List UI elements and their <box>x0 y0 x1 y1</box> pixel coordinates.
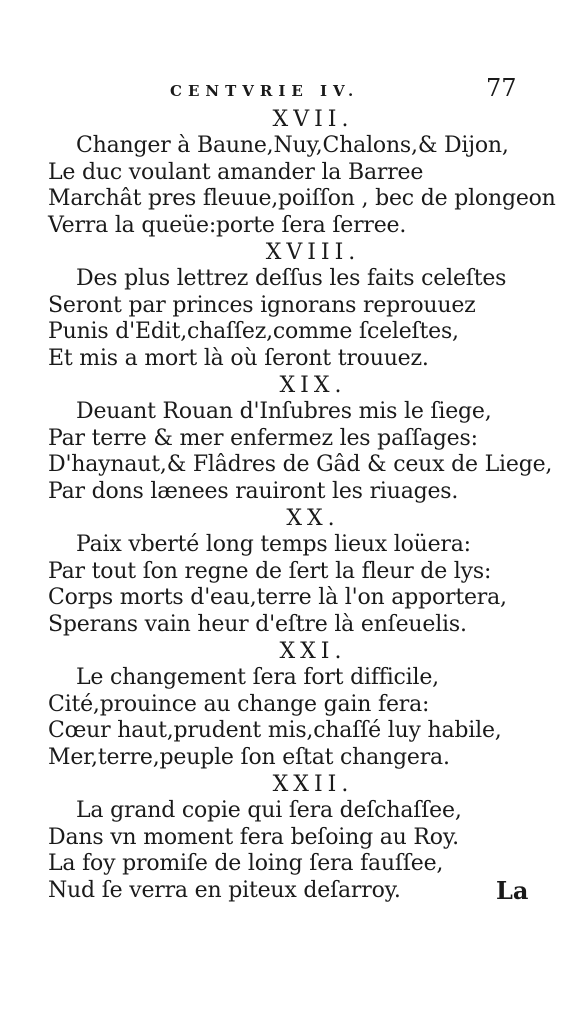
page-number: 77 <box>486 74 517 102</box>
verse-line: Par dons lænees rauiront les riuages. <box>48 478 459 504</box>
verse-line: Par terre & mer enfermez les paſſages: <box>48 425 478 451</box>
quatrain-20 <box>48 505 538 638</box>
quatrain-21 <box>48 638 538 771</box>
quatrain-numeral: XVII. <box>272 107 354 132</box>
quatrain-numeral: XXI. <box>279 639 347 664</box>
verse-line: La grand copie qui ſera deſchaſſee, <box>76 798 462 823</box>
verse-line: Cité,prouince au change gain fera: <box>48 691 430 717</box>
quatrain-18 <box>48 239 538 372</box>
verse-line: Le changement ſera fort difficile, <box>76 665 439 690</box>
quatrain-19 <box>48 372 553 505</box>
verse-line: Verra la queüe:porte ſera ſerree. <box>48 212 407 238</box>
verse-line: La foy promiſe de loing ſera fauſſee, <box>48 851 444 876</box>
verse-line: Changer à Baune,Nuy,Chalons,& Dijon, <box>76 133 509 158</box>
verse-line: Dans vn moment fera beſoing au Roy. <box>48 824 459 850</box>
quatrain-numeral: XVIII. <box>265 240 361 265</box>
verse-line: Et mis a mort là où ſeront trouuez. <box>48 345 429 371</box>
verse-line: Par tout ſon regne de ſert la fleur de lys: <box>48 558 492 584</box>
verse-line: D'haynaut,& Flâdres de Gâd & ceux de Liege, <box>48 452 553 477</box>
running-head: CENTVRIE IV. <box>170 82 360 100</box>
verse-line: Sperans vain heur d'eſtre là enſeuelis. <box>48 611 467 637</box>
verse-line: Punis d'Edit,chaſſez,comme ſceleſtes, <box>48 319 459 344</box>
verse-line: Paix vberté long temps lieux loüera: <box>76 532 471 557</box>
verse-line: Marchât pres fleuue,poiſſon , bec de plongeon <box>48 186 556 211</box>
verse-line: Le duc voulant amander la Barree <box>48 159 424 185</box>
verse-line: Nud ſe verra en piteux deſarroy. <box>48 877 401 903</box>
quatrain-numeral: XX. <box>286 506 340 531</box>
quatrains-block <box>48 106 556 904</box>
quatrain-numeral: XXII. <box>272 772 354 797</box>
verse-line: Des plus lettrez deſſus les faits celeſtes <box>76 266 507 291</box>
verse-line: Cœur haut,prudent mis,chaſſé luy habile, <box>48 718 502 743</box>
quatrain-numeral: XIX. <box>279 373 347 398</box>
verse-line: Mer,terre,peuple ſon eſtat changera. <box>48 744 450 770</box>
verse-line: Seront par princes ignorans reprouuez <box>48 292 476 318</box>
quatrain-22 <box>48 771 538 904</box>
verse-line: Deuant Rouan d'Inſubres mis le ſiege, <box>76 399 492 424</box>
verse-line: Corps morts d'eau,terre là l'on apportera, <box>48 585 507 610</box>
catchword: La <box>496 876 529 905</box>
quatrain-17 <box>48 106 556 239</box>
